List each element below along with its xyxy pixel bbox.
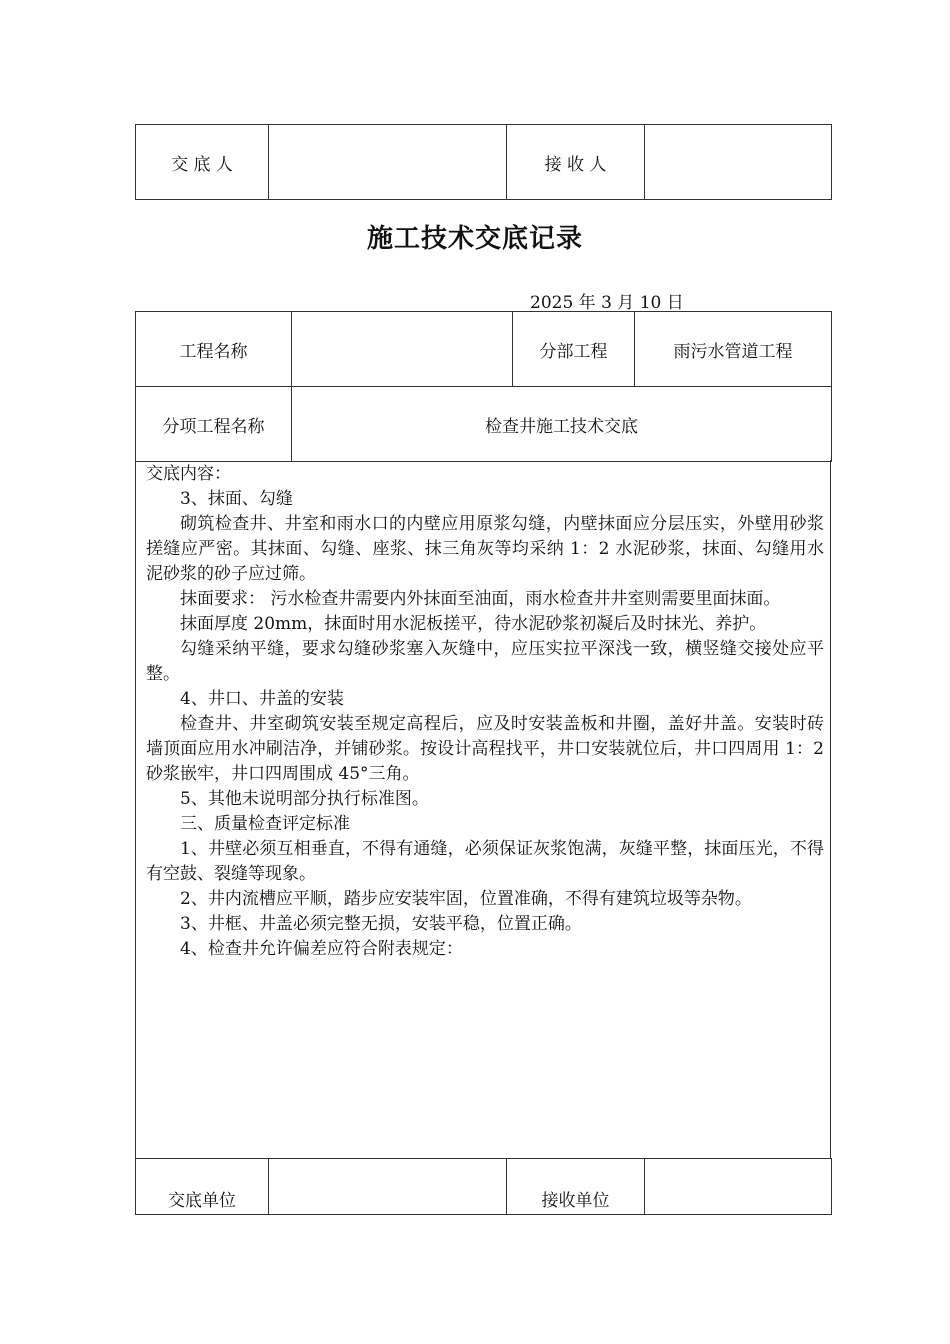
unit-signature-table	[135, 1158, 832, 1215]
content-paragraph: 检查井、井室砌筑安装至规定高程后，应及时安装盖板和井圈，盖好井盖。安装时砖墙顶面应用水冲刷洁净，并铺砂浆。按设计高程找平，井口安装就位后，井口四周用 1：2 砂浆嵌牢，井口四周围成 45°三角。	[146, 714, 824, 784]
content-paragraph: 5、其他未说明部分执行标准图。	[180, 789, 429, 809]
content-paragraph: 4、井口、井盖的安装	[180, 689, 344, 709]
content-paragraph: 砌筑检查井、井室和雨水口的内壁应用原浆勾缝，内壁抹面应分层压实，外壁用砂浆搓缝应严密。其抹面、勾缝、座浆、抹三角灰等均采纳 1：2 水泥砂浆，抹面、勾缝用水泥砂浆的砂子应过筛。	[146, 514, 824, 584]
document-title: 施工技术交底记录	[366, 224, 583, 254]
project-name-value	[292, 312, 513, 387]
receiver-unit-label: 接收单位	[507, 1159, 645, 1215]
giver-value	[269, 125, 507, 200]
project-name-label: 工程名称	[136, 312, 292, 387]
document-date: 2025 年 3 月 10 日	[530, 293, 684, 313]
content-paragraph: 抹面要求： 污水检查井需要内外抹面至油面，雨水检查井井室则需要里面抹面。	[180, 589, 781, 609]
handover-content	[146, 462, 824, 962]
content-paragraph: 2、井内流槽应平顺，踏步应安装牢固，位置准确，不得有建筑垃圾等杂物。	[180, 889, 752, 909]
content-paragraph: 勾缝采纳平缝，要求勾缝砂浆塞入灰缝中，应压实拉平深浅一致，横竖缝交接处应平整。	[146, 639, 824, 684]
subitem-value: 检查井施工技术交底	[292, 387, 832, 462]
receiver-unit-value	[645, 1159, 832, 1215]
content-paragraph: 3、井框、井盖必须完整无损，安装平稳，位置正确。	[180, 914, 582, 934]
subitem-label: 分项工程名称	[136, 387, 292, 462]
division-value: 雨污水管道工程	[635, 312, 832, 387]
content-paragraph: 三、质量检查评定标准	[180, 814, 350, 834]
project-info-table	[135, 311, 832, 462]
giver-unit-label: 交底单位	[136, 1159, 269, 1215]
receiver-value	[645, 125, 832, 200]
content-heading: 交底内容：	[146, 464, 231, 484]
handover-content-box	[135, 460, 831, 1158]
content-paragraph: 3、抹面、勾缝	[180, 489, 293, 509]
giver-unit-value	[269, 1159, 507, 1215]
content-paragraph: 4、检查井允许偏差应符合附表规定：	[180, 939, 463, 959]
handover-signature-table	[135, 124, 832, 200]
giver-label: 交 底 人	[136, 125, 269, 200]
content-paragraph: 1、井壁必须互相垂直，不得有通缝，必须保证灰浆饱满，灰缝平整，抹面压光，不得有空鼓、裂缝等现象。	[146, 839, 824, 884]
receiver-label: 接 收 人	[507, 125, 645, 200]
content-paragraph: 抹面厚度 20mm，抹面时用水泥板搓平，待水泥砂浆初凝后及时抹光、养护。	[180, 614, 767, 634]
division-label: 分部工程	[513, 312, 635, 387]
